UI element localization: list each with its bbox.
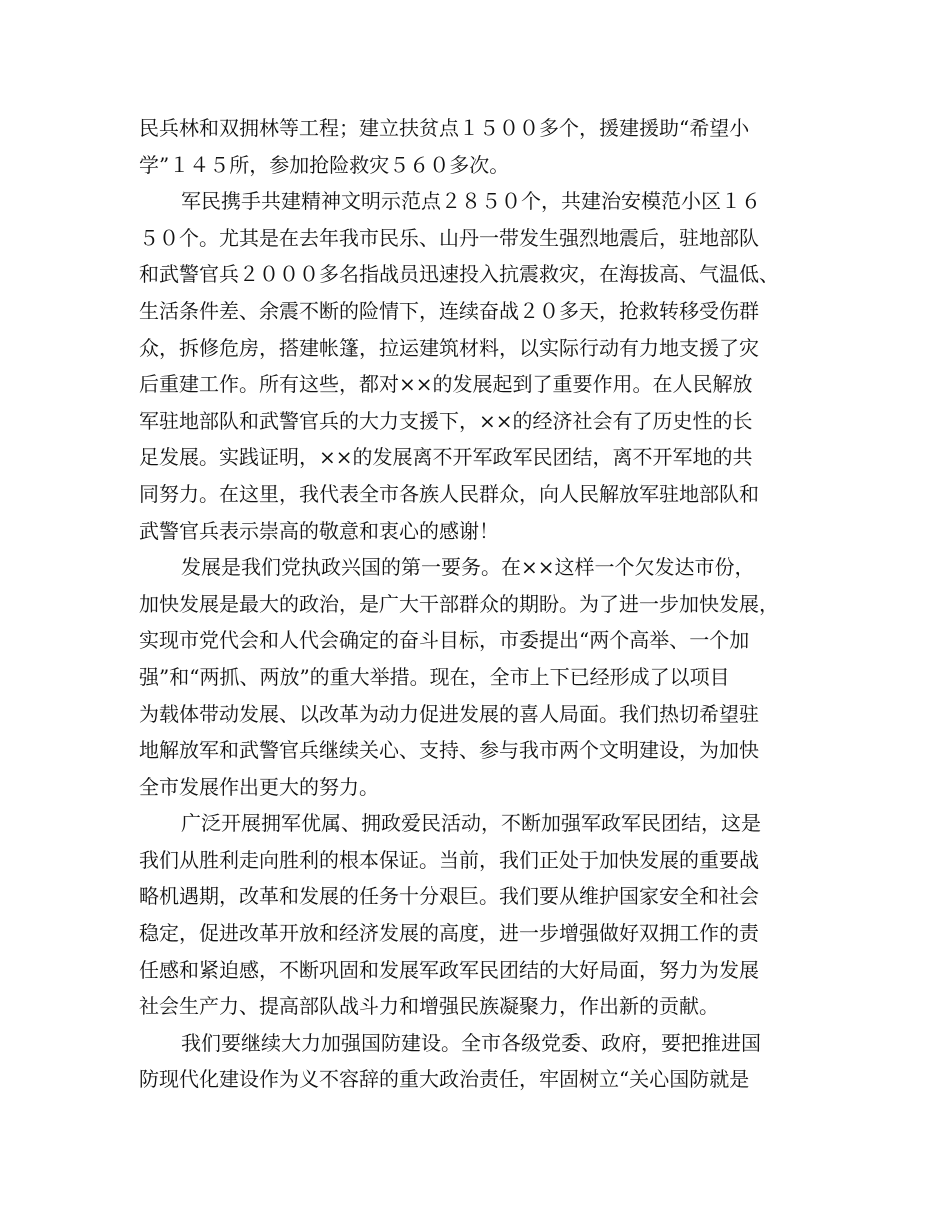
text-line: 生活条件差、余震不断的险情下，连续奋战２０多天，抢救转移受伤群	[139, 298, 759, 323]
text-line: 学”１４５所，参加抢险救灾５６０多次。	[139, 152, 510, 177]
paragraph	[139, 805, 819, 1025]
text-line: 众，拆修危房，搭建帐篷，拉运建筑材料，以实际行动有力地支援了灾	[139, 335, 759, 360]
text-line: 地解放军和武警官兵继续关心、支持、参与我市两个文明建设，为加快	[139, 738, 759, 763]
text-line: 广泛开展拥军优属、拥政爱民活动，不断加强军政军民团结，这是	[181, 811, 761, 836]
text-line: ５０个。尤其是在去年我市民乐、山丹一带发生强烈地震后，驻地部队	[139, 225, 759, 250]
text-line: 后重建工作。所有这些，都对××的发展起到了重要作用。在人民解放	[139, 372, 753, 397]
text-line: 军驻地部队和武警官兵的大力支援下，××的经济社会有了历史性的长	[139, 408, 753, 433]
paragraph	[139, 1025, 819, 1098]
text-line: 发展是我们党执政兴国的第一要务。在××这样一个欠发达市份，	[181, 555, 755, 580]
text-line: 同努力。在这里，我代表全市各族人民群众，向人民解放军驻地部队和	[139, 481, 759, 506]
text-line: 实现市党代会和人代会确定的奋斗目标，市委提出“两个高举、一个加	[139, 628, 750, 653]
text-line: 强”和“两抓、两放”的重大举措。现在，全市上下已经形成了以项目	[139, 664, 730, 689]
text-line: 和武警官兵２０００多名指战员迅速投入抗震救灾，在海拔高、气温低、	[139, 262, 779, 287]
text-line: 任感和紧迫感，不断巩固和发展军政军民团结的大好局面，努力为发展	[139, 957, 759, 982]
text-line: 军民携手共建精神文明示范点２８５０个，共建治安模范小区１６	[181, 189, 761, 214]
paragraph	[139, 110, 819, 183]
text-line: 略机遇期，改革和发展的任务十分艰巨。我们要从维护国家安全和社会	[139, 884, 759, 909]
text-line: 我们要继续大力加强国防建设。全市各级党委、政府，要把推进国	[181, 1030, 761, 1055]
text-line: 加快发展是最大的政治，是广大干部群众的期盼。为了进一步加快发展，	[139, 591, 779, 616]
text-line: 武警官兵表示崇高的敬意和衷心的感谢！	[139, 518, 499, 543]
text-line: 全市发展作出更大的努力。	[139, 774, 379, 799]
paragraph	[139, 183, 819, 549]
paragraph	[139, 549, 819, 805]
text-line: 我们从胜利走向胜利的根本保证。当前，我们正处于加快发展的重要战	[139, 847, 759, 872]
text-line: 足发展。实践证明，××的发展离不开军政军民团结，离不开军地的共	[139, 445, 753, 470]
document-body	[139, 110, 819, 1098]
text-line: 稳定，促进改革开放和经济发展的高度，进一步增强做好双拥工作的责	[139, 921, 759, 946]
text-line: 民兵林和双拥林等工程；建立扶贫点１５００多个，援建援助“希望小	[139, 116, 750, 140]
text-line: 为载体带动发展、以改革为动力促进发展的喜人局面。我们热切希望驻	[139, 701, 759, 726]
text-line: 社会生产力、提高部队战斗力和增强民族凝聚力，作出新的贡献。	[139, 994, 719, 1019]
text-line: 防现代化建设作为义不容辞的重大政治责任，牢固树立“关心国防就是	[139, 1067, 750, 1092]
